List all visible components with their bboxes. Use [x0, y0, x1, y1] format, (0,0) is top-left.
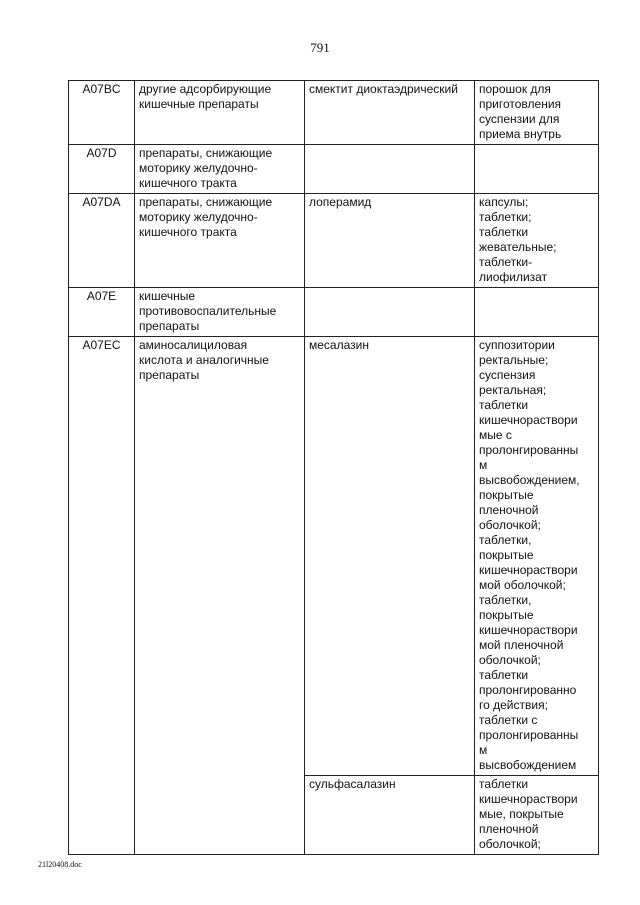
group-name: аминосалициловая кислота и аналогичные препараты: [135, 337, 305, 855]
drug-name: смектит диоктаэдрический: [305, 81, 475, 145]
atc-code: A07E: [69, 288, 135, 337]
page-number: 791: [310, 40, 330, 55]
atc-code: A07EC: [69, 337, 135, 855]
drug-name: месалазин: [305, 337, 475, 776]
table-row: [69, 145, 599, 194]
atc-code: A07BC: [69, 81, 135, 145]
dosage-form: таблетки кишечнораствори мые, покрытые пленочной оболочкой;: [475, 776, 599, 855]
group-name: кишечные противовоспалительные препараты: [135, 288, 305, 337]
drug-table: [68, 80, 599, 855]
drug-name: [305, 288, 475, 337]
dosage-form: порошок для приготовления суспензии для приема внутрь: [475, 81, 599, 145]
table-row: [69, 194, 599, 288]
dosage-form: суппозитории ректальные; суспензия ректальная; таблетки кишечнораствори мые с пролонгированны м высвобождением, покрытые пленочной оболочкой; таблетки, покрытые кишечнораствори мой оболочкой; таблетки, покрытые кишечнораствори мой пленочной оболочкой; таблетки пролонгированно го действия; таблетки с пролонгированны м высвобождением: [475, 337, 599, 776]
group-name: препараты, снижающие моторику желудочно- кишечного тракта: [135, 145, 305, 194]
table-row: [69, 337, 599, 776]
drug-name: лоперамид: [305, 194, 475, 288]
table-row: [69, 81, 599, 145]
drug-name: [305, 145, 475, 194]
dosage-form: [475, 288, 599, 337]
dosage-form: капсулы; таблетки; таблетки жевательные; таблетки- лиофилизат: [475, 194, 599, 288]
group-name: препараты, снижающие моторику желудочно- кишечного тракта: [135, 194, 305, 288]
atc-code: A07DA: [69, 194, 135, 288]
dosage-form: [475, 145, 599, 194]
drug-name: сульфасалазин: [305, 776, 475, 855]
footer-filename: 21l20408.doc: [38, 860, 82, 869]
table-row: [69, 288, 599, 337]
group-name: другие адсорбирующие кишечные препараты: [135, 81, 305, 145]
atc-code: A07D: [69, 145, 135, 194]
